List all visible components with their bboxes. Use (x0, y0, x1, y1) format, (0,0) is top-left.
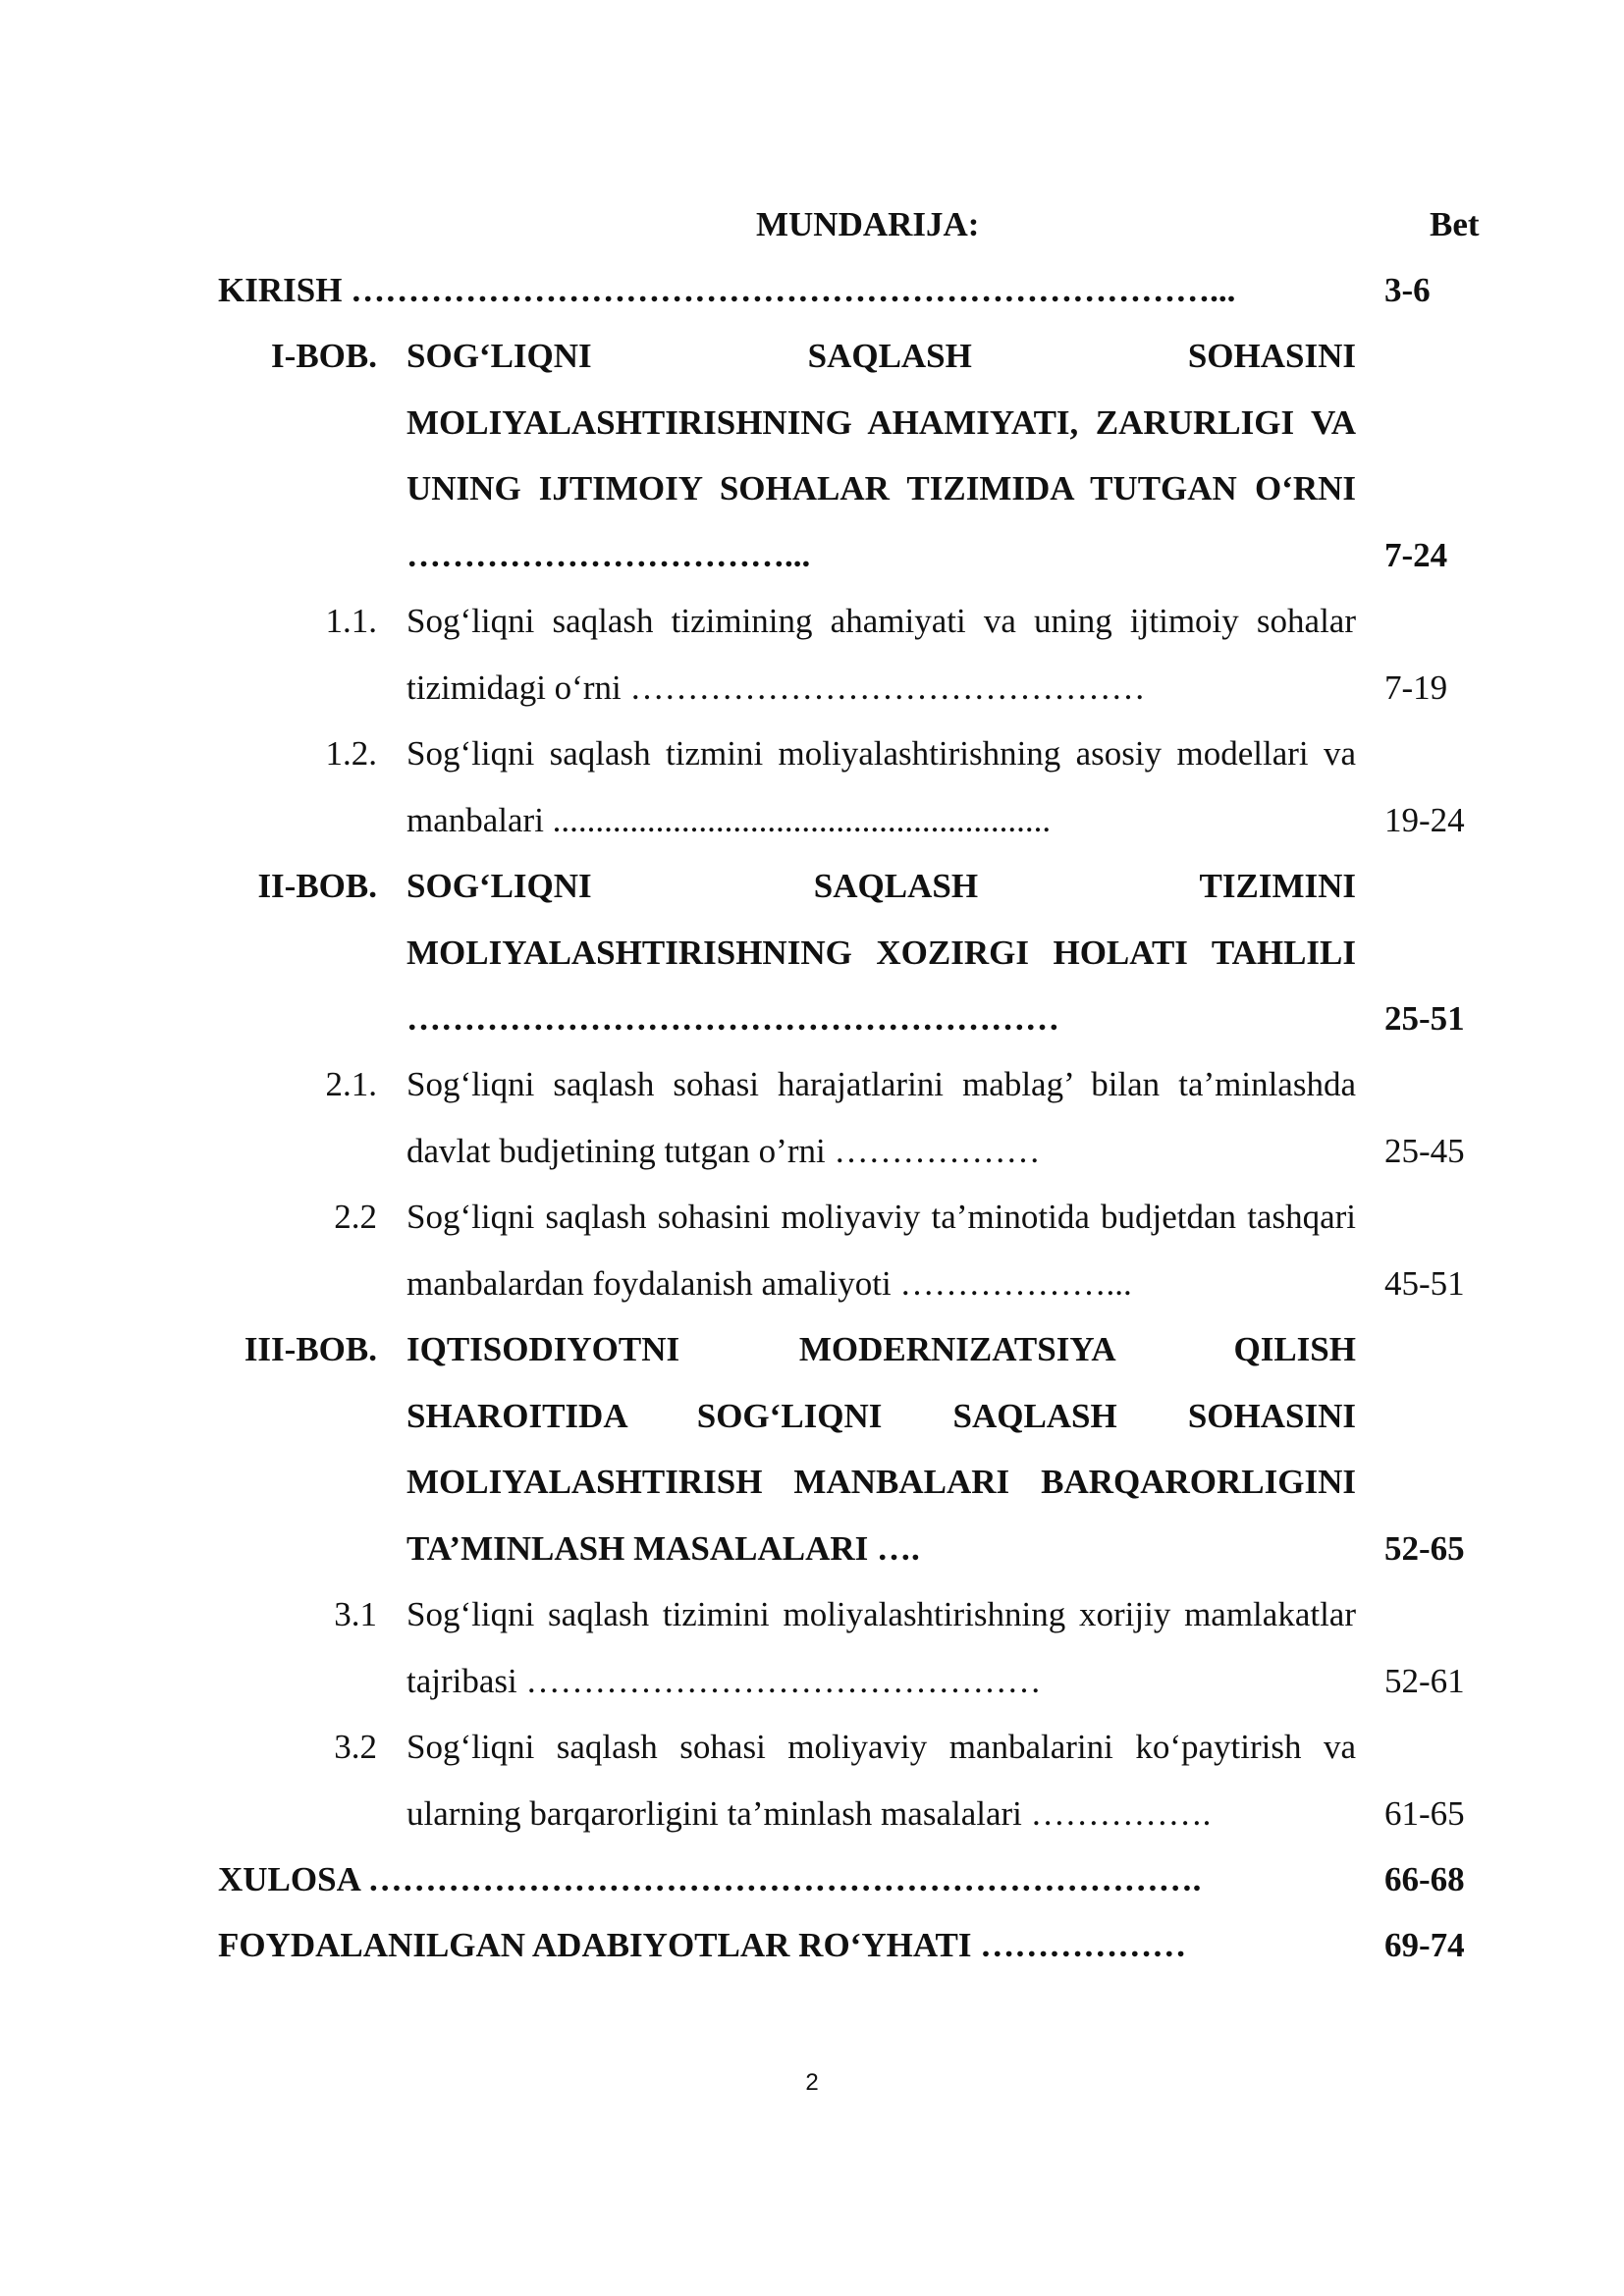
toc-entry-pages: 69-74 (1384, 1926, 1465, 1964)
toc-entry-section-3-2 (0, 1714, 1624, 1846)
toc-entry-label: I-BOB. (271, 337, 377, 375)
toc-entry-text: XULOSA ………………………………………………………………. (218, 1860, 1202, 1898)
toc-entry-label: 3.2 (334, 1728, 377, 1766)
toc-entry-chapter-2 (0, 853, 1624, 1051)
toc-title: MUNDARIJA: (756, 205, 980, 243)
toc-entry-pages: 7-24 (1384, 536, 1448, 574)
toc-entry-text: FOYDALANILGAN ADABIYOTLAR RO‘YHATI ……………… (218, 1926, 1187, 1964)
toc-entry-text: Sog‘liqni saqlash sohasi moliyaviy manbalarini ko‘paytirish va ularning barqarorligini ta’minlash masalalari ……………. (406, 1728, 1356, 1833)
toc-entry-conclusion (0, 1846, 1624, 1912)
toc-entry-section-2-1 (0, 1051, 1624, 1184)
toc-entry-pages: 7-19 (1384, 668, 1448, 707)
toc-entry-section-1-1 (0, 588, 1624, 721)
toc-entry-text: SOG‘LIQNI SAQLASH SOHASINI MOLIYALASHTIRISHNING AHAMIYATI, ZARURLIGI VA UNING IJTIMOIY SOHALAR TIZIMIDA TUTGAN O‘RNI ……………………………... (406, 337, 1356, 574)
toc-entry-pages: 61-65 (1384, 1794, 1465, 1833)
toc-entry-text: Sog‘liqni saqlash sohasini moliyaviy ta’minotida budjetdan tashqari manbalardan foydalanish amaliyoti ………………... (406, 1198, 1356, 1303)
toc-entry-label: III-BOB. (244, 1330, 377, 1368)
toc-entry-pages: 25-51 (1384, 999, 1465, 1038)
toc-entry-chapter-1 (0, 323, 1624, 588)
toc-entry-pages: 52-61 (1384, 1662, 1465, 1700)
toc-entry-text: Sog‘liqni saqlash tizimini moliyalashtirishning xorijiy mamlakatlar tajribasi ……………………………………… (406, 1595, 1356, 1700)
page-column-header: Bet (1430, 205, 1480, 243)
toc-entry-label: 3.1 (334, 1595, 377, 1633)
toc-entry-label: 2.2 (334, 1198, 377, 1236)
toc-entry-section-1-2 (0, 721, 1624, 853)
toc-entry-pages: 66-68 (1384, 1860, 1465, 1898)
toc-entry-references (0, 1912, 1624, 1978)
toc-entry-label: II-BOB. (257, 867, 377, 905)
toc-entry-text: Sog‘liqni saqlash sohasi harajatlarini mablag’ bilan ta’minlashda davlat budjetining tutgan o’rni ……………… (406, 1065, 1356, 1170)
toc-entry-section-3-1 (0, 1581, 1624, 1714)
toc-entry-text: Sog‘liqni saqlash tizmini moliyalashtirishning asosiy modellari va manbalari .......................................................... (406, 734, 1356, 839)
toc-entry-section-2-2 (0, 1184, 1624, 1316)
toc-entry-text: IQTISODIYOTNI MODERNIZATSIYA QILISH SHAROITIDA SOG‘LIQNI SAQLASH SOHASINI MOLIYALASHTIRISH MANBALARI BARQARORLIGINI TA’MINLASH MASALALARI …. (406, 1330, 1356, 1568)
toc-entry-pages: 45-51 (1384, 1264, 1465, 1303)
toc-entry-intro (0, 257, 1624, 323)
toc-entry-text: SOG‘LIQNI SAQLASH TIZIMINI MOLIYALASHTIRISHNING XOZIRGI HOLATI TAHLILI ………………………………………………… (406, 867, 1356, 1038)
toc-entry-label: 2.1. (325, 1065, 377, 1103)
toc-entry-text: KIRISH …………………………………………………………………... (218, 271, 1236, 309)
toc-entry-pages: 25-45 (1384, 1132, 1465, 1170)
toc-entry-label: 1.1. (325, 602, 377, 640)
toc-entry-text: Sog‘liqni saqlash tizimining ahamiyati va uning ijtimoiy sohalar tizimidagi o‘rni ……………………………………… (406, 602, 1356, 707)
toc-entry-pages: 19-24 (1384, 801, 1465, 839)
toc-entry-pages: 52-65 (1384, 1529, 1465, 1568)
toc-entry-label: 1.2. (325, 734, 377, 773)
page-number: 2 (805, 2069, 819, 2096)
toc-entry-chapter-3 (0, 1316, 1624, 1581)
toc-entry-pages: 3-6 (1384, 271, 1431, 309)
